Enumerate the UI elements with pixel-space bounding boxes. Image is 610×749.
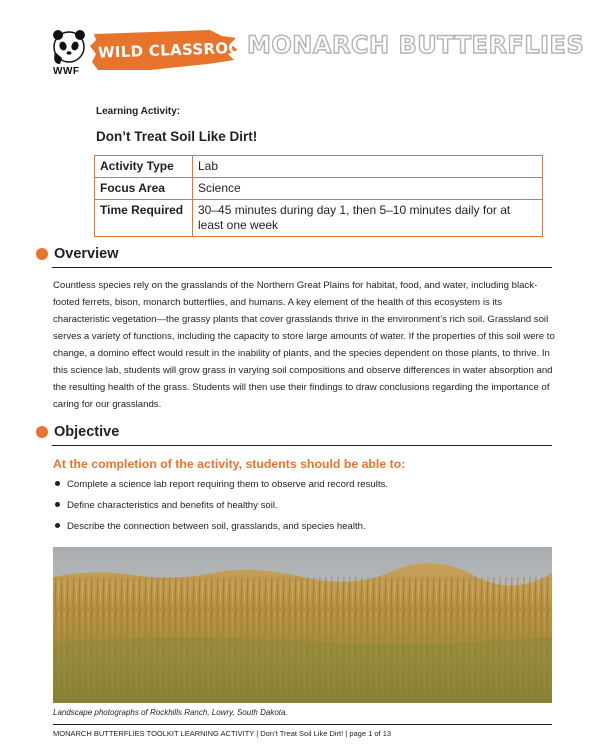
bullet-icon [55,502,60,507]
table-key: Focus Area [95,178,193,200]
page-header [0,0,610,90]
footer-divider [53,724,552,725]
objective-list [55,478,388,541]
overview-heading [36,246,119,262]
bullet-dot-icon [36,248,48,260]
activity-title: Don’t Treat Soil Like Dirt! [96,129,258,144]
table-value: 30–45 minutes during day 1, then 5–10 minutes daily for at least one week [193,200,543,237]
section-divider [52,267,552,268]
bullet-icon [55,481,60,486]
section-title: Overview [54,246,119,262]
list-item: Complete a science lab report requiring them to observe and record results. [55,478,388,499]
table-row [95,200,543,237]
page-footer: MONARCH BUTTERFLIES TOOLKIT LEARNING ACTIVITY | Don’t Treat Soil Like Dirt! | page 1 of 13 [53,729,392,738]
objective-subheading: At the completion of the activity, students should be able to: [53,457,406,471]
grassland-landscape-image [53,547,552,703]
toolkit-title: MONARCH BUTTERFLIES [247,31,585,59]
objective-heading [36,424,119,440]
section-title: Objective [54,424,120,440]
table-key: Time Required [95,200,193,237]
overview-paragraph: Countless species rely on the grasslands of the Northern Great Plains for habitat, food, and water, including black-footed ferrets, bison, monarch butterflies, and humans. A key element of the health of this ecosystem is its characteristic vegetation—the grassy plants that cover grasslands thrive in the environment’s rich soil. Grassland soil serves a variety of functions, including the capacity to store large amounts of water. If the properties of this soil were to change, a domino effect would result in the inability of plants, and the species dependent on those plants, to thrive. In this science lab, students will grow grass in varying soil compositions and observe differences in water absorption and the resulting health of the grass. Students will then use their findings to draw conclusions regarding the importance of caring for our grasslands. [53,280,555,410]
table-row [95,156,543,178]
photo-caption: Landscape photographs of Rockhills Ranch, Lowry, South Dakota. [53,708,288,717]
learning-activity-label: Learning Activity: [96,106,181,117]
bullet-dot-icon [36,426,48,438]
table-value: Lab [193,156,543,178]
section-divider [52,445,552,446]
table-key: Activity Type [95,156,193,178]
table-value: Science [193,178,543,200]
activity-info-table [94,155,543,237]
table-row [95,178,543,200]
list-item: Define characteristics and benefits of healthy soil. [55,499,388,520]
bullet-icon [55,523,60,528]
grassland-photo [53,547,552,703]
list-item: Describe the connection between soil, grasslands, and species health. [55,520,388,541]
wwf-wordmark: WWF [53,66,80,77]
wild-classroom-badge: WILD CLASSROOM [97,38,257,62]
